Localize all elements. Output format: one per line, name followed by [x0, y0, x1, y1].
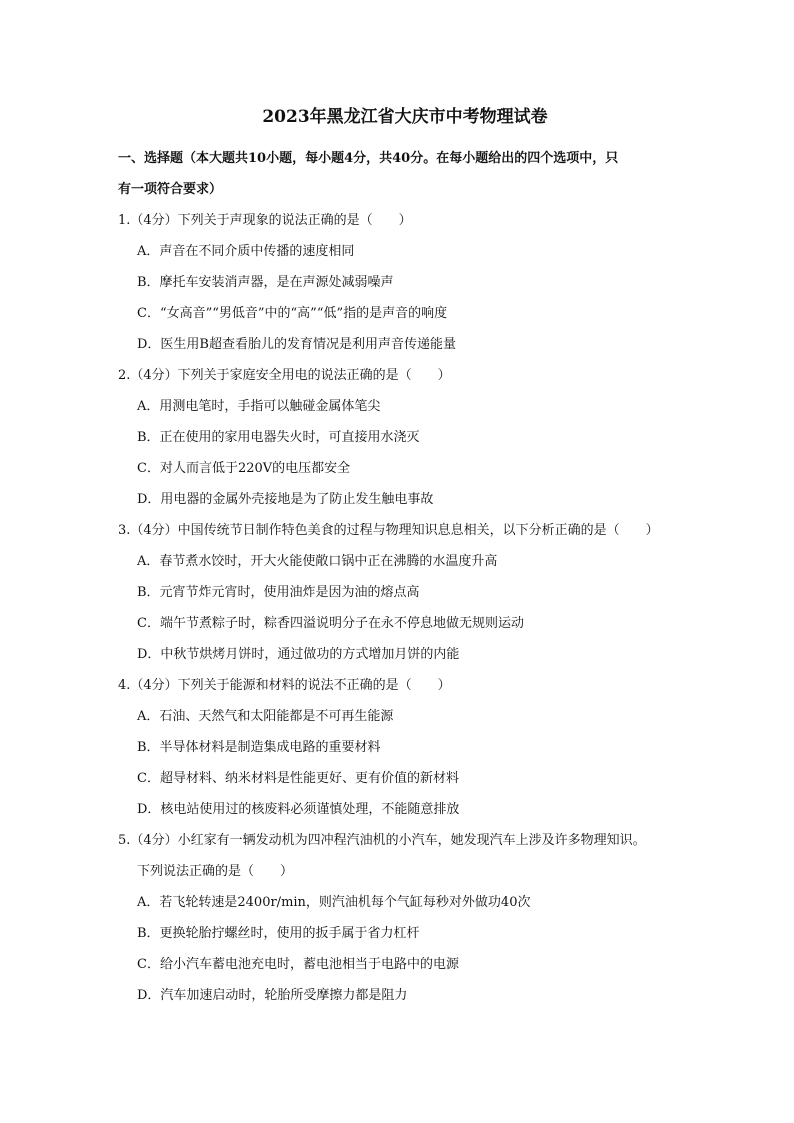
option-b: B．更换轮胎拧螺丝时，使用的扳手属于省力杠杆: [137, 926, 420, 941]
option-a: A．石油、天然气和太阳能都是不可再生能源: [137, 709, 394, 724]
option-a: A．若飞轮转速是2400r/min，则汽油机每个气缸每秒对外做功40次: [137, 895, 531, 910]
option-a: A．春节煮水饺时，开大火能使敞口锅中正在沸腾的水温度升高: [137, 554, 498, 569]
option-b: B．半导体材料是制造集成电路的重要材料: [137, 740, 381, 755]
option-c: C．“女高音”“男低音”中的“高”“低”指的是声音的响度: [137, 306, 448, 321]
question-stem: 3.（4分）中国传统节日制作特色美食的过程与物理知识息息相关，以下分析正确的是（ ）: [118, 523, 659, 538]
option-b: B．摩托车安装消声器，是在声源处减弱噪声: [137, 275, 394, 290]
question-3: [118, 515, 684, 670]
section-heading-line-1: 一、选择题（本大题共10小题，每小题4分，共40分。在每小题给出的四个选项中，只: [118, 151, 619, 166]
option-b: B．正在使用的家用电器失火时，可直接用水浇灭: [137, 430, 420, 445]
question-1: [118, 205, 684, 360]
question-4: [118, 670, 684, 825]
question-5: [118, 825, 684, 1011]
question-stem-continued: 下列说法正确的是（ ）: [137, 864, 294, 879]
question-stem: 2.（4分）下列关于家庭安全用电的说法正确的是（ ）: [118, 368, 451, 383]
option-d: D．汽车加速启动时，轮胎所受摩擦力都是阻力: [137, 988, 408, 1003]
option-c: C．端午节煮粽子时，粽香四溢说明分子在永不停息地做无规则运动: [137, 616, 524, 631]
option-a: A．用测电笔时，手指可以触碰金属体笔尖: [137, 399, 381, 414]
option-b: B．元宵节炸元宵时，使用油炸是因为油的熔点高: [137, 585, 420, 600]
option-c: C．对人而言低于220V的电压都安全: [137, 461, 351, 476]
section-heading-line-2: 有一项符合要求）: [118, 182, 223, 197]
option-d: D．医生用B超查看胎儿的发育情况是利用声音传递能量: [137, 337, 456, 352]
option-d: D．核电站使用过的核废料必须谨慎处理，不能随意排放: [137, 802, 460, 817]
question-stem: 5.（4分）小红家有一辆发动机为四冲程汽油机的小汽车，她发现汽车上涉及许多物理知识。: [118, 833, 646, 848]
page-title: 2023年黑龙江省大庆市中考物理试卷: [262, 107, 548, 127]
question-stem: 1.（4分）下列关于声现象的说法正确的是（ ）: [118, 213, 412, 228]
option-c: C．超导材料、纳米材料是性能更好、更有价值的新材料: [137, 771, 459, 786]
option-d: D．用电器的金属外壳接地是为了防止发生触电事故: [137, 492, 434, 507]
question-2: [118, 360, 684, 515]
option-a: A．声音在不同介质中传播的速度相同: [137, 244, 355, 259]
option-d: D．中秋节烘烤月饼时，通过做功的方式增加月饼的内能: [137, 647, 460, 662]
option-c: C．给小汽车蓄电池充电时，蓄电池相当于电路中的电源: [137, 957, 459, 972]
question-stem: 4.（4分）下列关于能源和材料的说法不正确的是（ ）: [118, 678, 451, 693]
